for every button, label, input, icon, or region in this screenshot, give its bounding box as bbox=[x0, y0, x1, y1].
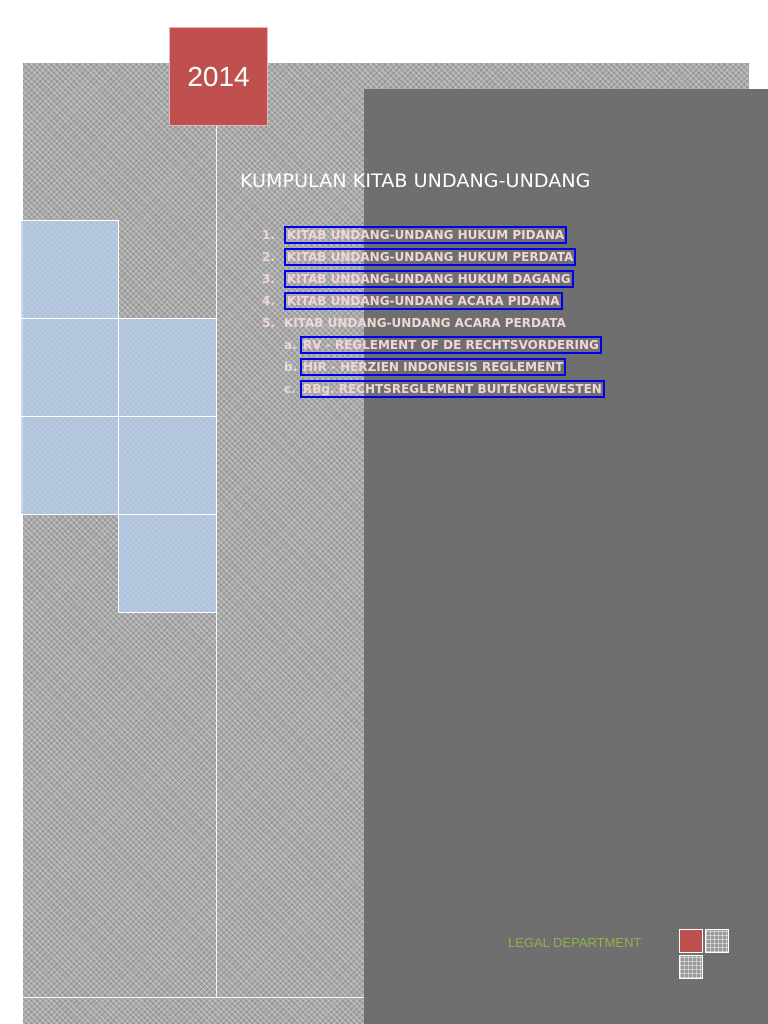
table-of-contents bbox=[262, 224, 605, 400]
toc-link[interactable]: KITAB UNDANG-UNDANG HUKUM DAGANG bbox=[284, 270, 574, 288]
year-badge: 2014 bbox=[169, 27, 268, 126]
logo-square-grey bbox=[705, 929, 729, 953]
toc-link[interactable]: RV - REGLEMENT OF DE RECHTSVORDERING bbox=[300, 336, 602, 354]
toc-link[interactable]: RBg. RECHTSREGLEMENT BUITENGEWESTEN bbox=[300, 380, 605, 398]
decorative-square bbox=[20, 318, 119, 417]
toc-item: 5. KITAB UNDANG-UNDANG ACARA PERDATA bbox=[262, 316, 566, 330]
logo-square-grey bbox=[679, 955, 703, 979]
toc-item[interactable]: 2. KITAB UNDANG-UNDANG HUKUM PERDATA bbox=[262, 246, 605, 268]
decorative-square bbox=[118, 416, 217, 515]
decorative-square bbox=[20, 220, 119, 319]
toc-subitem[interactable]: b. HIR - HERZIEN INDONESIS REGLEMENT bbox=[262, 356, 605, 378]
toc-item[interactable]: 1. KITAB UNDANG-UNDANG HUKUM PIDANA bbox=[262, 224, 605, 246]
toc-subitem[interactable]: a. RV - REGLEMENT OF DE RECHTSVORDERING bbox=[262, 334, 605, 356]
decorative-square bbox=[118, 514, 217, 613]
toc-link[interactable]: KITAB UNDANG-UNDANG HUKUM PERDATA bbox=[284, 248, 576, 266]
toc-item[interactable]: 3. KITAB UNDANG-UNDANG HUKUM DAGANG bbox=[262, 268, 605, 290]
logo-square-red bbox=[679, 929, 703, 953]
toc-link[interactable]: HIR - HERZIEN INDONESIS REGLEMENT bbox=[300, 358, 566, 376]
toc-subitem[interactable]: c. RBg. RECHTSREGLEMENT BUITENGEWESTEN bbox=[262, 378, 605, 400]
decorative-square bbox=[118, 318, 217, 417]
footer-department: LEGAL DEPARTMENT bbox=[508, 935, 642, 950]
decorative-square bbox=[20, 416, 119, 515]
toc-item[interactable]: 4. KITAB UNDANG-UNDANG ACARA PIDANA bbox=[262, 290, 605, 312]
toc-link[interactable]: KITAB UNDANG-UNDANG HUKUM PIDANA bbox=[284, 226, 567, 244]
document-title: KUMPULAN KITAB UNDANG-UNDANG bbox=[240, 170, 591, 192]
toc-link[interactable]: KITAB UNDANG-UNDANG ACARA PIDANA bbox=[284, 292, 563, 310]
toc-text: KITAB UNDANG-UNDANG ACARA PERDATA bbox=[284, 316, 566, 330]
